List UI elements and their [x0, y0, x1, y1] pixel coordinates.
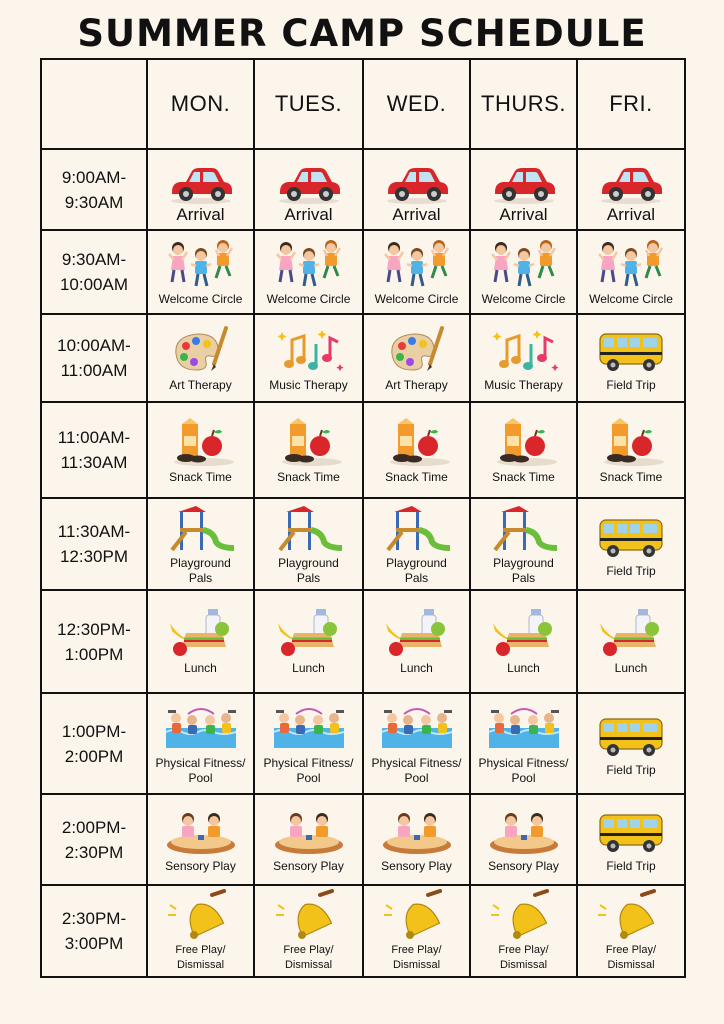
schedule-row — [41, 149, 685, 230]
time-slot-text: 9:30AM- — [61, 250, 127, 269]
sandbox-icon — [272, 805, 346, 857]
music-notes-icon — [487, 324, 561, 376]
activity-cell — [254, 498, 363, 590]
activity-label: Welcome Circle — [158, 291, 243, 306]
snack-icon — [380, 416, 454, 468]
activity-label: Welcome Circle — [374, 291, 459, 306]
time-slot-text: 1:00PM- — [61, 721, 127, 741]
school-bus-icon — [594, 510, 668, 562]
time-slot-text: 11:30AM- — [57, 522, 131, 541]
schedule-row — [41, 885, 685, 977]
car-icon — [380, 156, 454, 208]
time-slot-cell — [41, 230, 147, 314]
day-header: TUES. — [254, 59, 363, 149]
activity-cell — [363, 794, 470, 885]
schedule-row — [41, 498, 685, 590]
activity-cell — [363, 885, 470, 977]
activity-cell — [577, 314, 685, 402]
activity-label: Arrival — [176, 204, 225, 224]
day-header: MON. — [147, 59, 254, 149]
sandbox-icon — [164, 805, 238, 857]
kids-dancing-icon — [594, 238, 668, 290]
activity-cell — [470, 885, 577, 977]
activity-label: Pool — [188, 770, 213, 785]
time-slot-text: 11:00AM — [60, 361, 128, 380]
time-slot-cell — [41, 794, 147, 885]
activity-label: Snack Time — [599, 469, 663, 484]
day-header: THURS. — [470, 59, 577, 149]
activity-cell — [363, 693, 470, 794]
time-slot-text: 11:00AM- — [57, 428, 131, 447]
bell-icon — [380, 889, 454, 941]
activity-label: Snack Time — [492, 469, 555, 484]
activity-label: Art Therapy — [385, 377, 448, 392]
schedule-row — [41, 794, 685, 885]
activity-label: Sensory Play — [273, 859, 344, 873]
activity-label: Physical Fitness/ — [263, 755, 354, 770]
time-slot-text: 2:30PM- — [61, 909, 127, 928]
activity-cell — [577, 149, 685, 230]
bell-icon — [594, 889, 668, 941]
activity-label: Welcome Circle — [266, 291, 351, 306]
lunch-icon — [272, 607, 346, 659]
activity-cell — [147, 885, 254, 977]
lunch-icon — [380, 607, 454, 659]
activity-label: Dismissal — [176, 959, 225, 971]
time-slot-text: 2:30PM — [64, 842, 124, 862]
activity-label: Snack Time — [277, 469, 340, 484]
time-slot-text: 12:30PM- — [57, 619, 131, 639]
activity-label: Welcome Circle — [589, 291, 673, 306]
activity-cell — [470, 590, 577, 693]
activity-label: Free Play/ — [175, 944, 226, 956]
lunch-icon — [487, 607, 561, 659]
activity-label: Dismissal — [499, 959, 548, 971]
activity-label: Field Trip — [606, 763, 656, 777]
activity-label: Dismissal — [607, 959, 655, 971]
activity-label: Music Therapy — [484, 377, 563, 392]
activity-cell — [470, 149, 577, 230]
activity-label: Field Trip — [606, 563, 656, 578]
schedule-row — [41, 230, 685, 314]
activity-label: Snack Time — [385, 469, 448, 484]
activity-label: Pals — [511, 571, 536, 585]
kids-dancing-icon — [487, 238, 561, 290]
time-slot-cell — [41, 885, 147, 977]
pool-exercise-icon — [380, 702, 454, 754]
activity-label: Pals — [404, 571, 429, 585]
activity-label: Sensory Play — [381, 859, 452, 873]
school-bus-icon — [594, 324, 668, 376]
activity-cell — [147, 402, 254, 498]
time-slot-text: 9:30AM — [64, 192, 124, 212]
playground-slide-icon — [164, 502, 238, 554]
snack-icon — [594, 416, 668, 468]
time-slot-cell — [41, 314, 147, 402]
schedule-row — [41, 402, 685, 498]
playground-slide-icon — [272, 502, 346, 554]
activity-cell — [577, 402, 685, 498]
activity-label: Arrival — [284, 204, 333, 224]
activity-cell — [147, 693, 254, 794]
time-slot-cell — [41, 498, 147, 590]
activity-cell — [577, 230, 685, 314]
lunch-icon — [594, 607, 668, 659]
activity-cell — [577, 794, 685, 885]
day-header: FRI. — [577, 59, 685, 149]
time-slot-text: 11:30AM — [60, 453, 128, 472]
activity-cell — [470, 794, 577, 885]
activity-label: Snack Time — [169, 469, 232, 484]
paint-palette-icon — [164, 324, 238, 376]
kids-dancing-icon — [380, 238, 454, 290]
activity-label: Lunch — [507, 661, 540, 675]
header-row — [41, 59, 685, 149]
activity-label: Playground — [278, 556, 339, 570]
activity-cell — [254, 149, 363, 230]
school-bus-icon — [594, 709, 668, 761]
car-icon — [272, 156, 346, 208]
activity-label: Playground — [170, 556, 231, 570]
time-slot-text: 9:00AM- — [61, 167, 127, 187]
activity-label: Music Therapy — [269, 377, 348, 392]
car-icon — [164, 156, 238, 208]
activity-label: Arrival — [499, 204, 548, 224]
activity-cell — [147, 498, 254, 590]
time-slot-text: 12:30PM — [59, 547, 129, 566]
snack-icon — [487, 416, 561, 468]
activity-cell — [577, 693, 685, 794]
time-slot-text: 3:00PM — [64, 934, 124, 953]
activity-label: Pool — [296, 770, 321, 785]
activity-label: Physical Fitness/ — [371, 755, 462, 770]
car-icon — [487, 156, 561, 208]
activity-label: Physical Fitness/ — [478, 755, 569, 770]
activity-label: Physical Fitness/ — [155, 755, 246, 770]
activity-label: Pool — [511, 770, 536, 785]
activity-cell — [577, 498, 685, 590]
activity-cell — [254, 693, 363, 794]
activity-cell — [147, 149, 254, 230]
activity-cell — [254, 230, 363, 314]
activity-cell — [254, 885, 363, 977]
activity-cell — [147, 314, 254, 402]
snack-icon — [164, 416, 238, 468]
time-slot-cell — [41, 693, 147, 794]
kids-dancing-icon — [272, 238, 346, 290]
activity-cell — [577, 885, 685, 977]
activity-label: Free Play/ — [605, 944, 657, 956]
time-slot-text: 2:00PM- — [61, 817, 127, 837]
schedule-row — [41, 314, 685, 402]
activity-cell — [470, 693, 577, 794]
sandbox-icon — [487, 805, 561, 857]
activity-label: Sensory Play — [165, 859, 236, 873]
day-header: WED. — [363, 59, 470, 149]
music-notes-icon — [272, 324, 346, 376]
activity-cell — [363, 590, 470, 693]
activity-label: Lunch — [292, 661, 325, 675]
bell-icon — [487, 889, 561, 941]
pool-exercise-icon — [164, 702, 238, 754]
page-title: SUMMER CAMP SCHEDULE — [77, 12, 647, 55]
playground-slide-icon — [380, 502, 454, 554]
activity-label: Free Play/ — [498, 944, 549, 956]
activity-label: Lunch — [614, 661, 648, 675]
activity-cell — [363, 230, 470, 314]
time-slot-text: 10:00AM- — [57, 336, 131, 355]
activity-label: Dismissal — [284, 959, 333, 971]
activity-label: Pals — [296, 571, 321, 585]
activity-label: Pals — [188, 571, 213, 585]
pool-exercise-icon — [272, 702, 346, 754]
activity-label: Pool — [404, 770, 429, 785]
time-slot-text: 2:00PM — [64, 746, 124, 766]
snack-icon — [272, 416, 346, 468]
activity-cell — [147, 590, 254, 693]
activity-cell — [470, 498, 577, 590]
activity-cell — [363, 149, 470, 230]
activity-label: Welcome Circle — [481, 291, 566, 306]
playground-slide-icon — [487, 502, 561, 554]
sandbox-icon — [380, 805, 454, 857]
activity-cell — [147, 794, 254, 885]
schedule-table — [40, 58, 686, 978]
time-slot-text: 1:00PM — [64, 644, 124, 664]
time-slot-cell — [41, 149, 147, 230]
activity-cell — [470, 230, 577, 314]
car-icon — [594, 156, 668, 208]
activity-label: Free Play/ — [391, 944, 442, 956]
activity-cell — [254, 402, 363, 498]
time-slot-cell — [41, 590, 147, 693]
activity-label: Arrival — [606, 204, 656, 224]
time-slot-cell — [41, 402, 147, 498]
schedule-row — [41, 590, 685, 693]
activity-label: Free Play/ — [283, 944, 334, 956]
activity-cell — [363, 314, 470, 402]
lunch-icon — [164, 607, 238, 659]
time-slot-text: 10:00AM — [59, 275, 129, 294]
kids-dancing-icon — [164, 238, 238, 290]
activity-cell — [254, 314, 363, 402]
activity-cell — [470, 402, 577, 498]
school-bus-icon — [594, 805, 668, 857]
activity-cell — [470, 314, 577, 402]
activity-cell — [147, 230, 254, 314]
activity-label: Sensory Play — [488, 859, 559, 873]
activity-cell — [254, 590, 363, 693]
activity-cell — [577, 590, 685, 693]
schedule-row — [41, 693, 685, 794]
activity-label: Arrival — [392, 204, 441, 224]
pool-exercise-icon — [487, 702, 561, 754]
activity-cell — [254, 794, 363, 885]
activity-label: Field Trip — [606, 377, 656, 392]
activity-label: Field Trip — [606, 859, 656, 873]
activity-label: Lunch — [400, 661, 433, 675]
activity-label: Dismissal — [392, 959, 441, 971]
paint-palette-icon — [380, 324, 454, 376]
activity-label: Playground — [386, 556, 447, 570]
activity-cell — [363, 498, 470, 590]
bell-icon — [272, 889, 346, 941]
activity-label: Art Therapy — [169, 377, 232, 392]
bell-icon — [164, 889, 238, 941]
activity-cell — [363, 402, 470, 498]
activity-label: Lunch — [184, 661, 217, 675]
corner-cell — [41, 59, 147, 149]
activity-label: Playground — [493, 556, 554, 570]
